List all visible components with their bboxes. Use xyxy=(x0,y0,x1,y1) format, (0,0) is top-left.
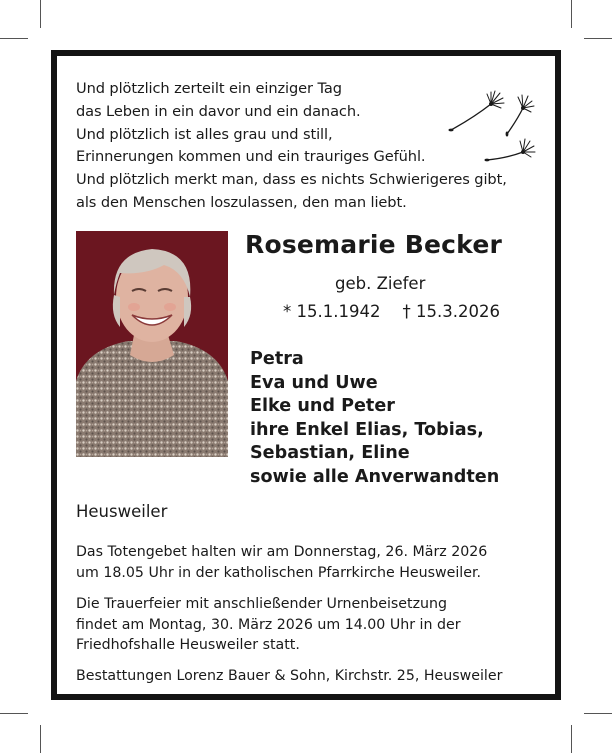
portrait-illustration xyxy=(76,231,228,457)
mourner-line: Elke und Peter xyxy=(250,396,395,416)
crop-mark xyxy=(40,725,41,753)
obituary-card xyxy=(51,50,561,700)
prayer-notice xyxy=(76,542,487,583)
prayer-notice-line: Das Totengebet halten wir am Donnerstag, 26. März 2026 xyxy=(76,544,488,560)
undertaker xyxy=(76,666,502,687)
crop-mark xyxy=(571,0,572,28)
poem-line: als den Menschen loszulassen, den man liebt. xyxy=(76,193,407,211)
poem-line: Und plötzlich merkt man, dass es nichts Schwierigeres gibt, xyxy=(76,171,507,189)
crop-mark xyxy=(40,0,41,28)
mourners-list xyxy=(250,348,499,489)
mourner-line: Petra xyxy=(250,349,304,369)
funeral-notice-line: Die Trauerfeier mit anschließender Urnenbeisetzung xyxy=(76,596,448,612)
funeral-notice-line: findet am Montag, 30. März 2026 um 14.00 Uhr in der xyxy=(76,616,461,633)
portrait-photo xyxy=(76,231,228,457)
crop-mark xyxy=(0,38,28,39)
birth-date: * 15.1.1942 xyxy=(283,302,381,321)
crop-mark xyxy=(584,713,612,714)
poem-line: das Leben in ein davor und ein danach. xyxy=(76,102,361,120)
mourner-line: ihre Enkel Elias, Tobias, xyxy=(250,419,484,440)
crop-mark xyxy=(584,38,612,39)
poem-line: Erinnerungen kommen und ein trauriges Gefühl. xyxy=(76,148,426,166)
undertaker-line: Bestattungen Lorenz Bauer & Sohn, Kirchstr. 25, Heusweiler xyxy=(76,668,503,684)
mourner-line: sowie alle Anverwandten xyxy=(250,466,500,487)
prayer-notice-line: um 18.05 Uhr in der katholischen Pfarrkirche Heusweiler. xyxy=(76,564,482,581)
dandelion-seeds-icon xyxy=(443,74,543,169)
poem-line: Und plötzlich ist alles grau und still, xyxy=(76,125,333,143)
funeral-notice-line: Friedhofshalle Heusweiler statt. xyxy=(76,637,300,653)
crop-mark xyxy=(0,713,28,714)
life-dates xyxy=(283,302,500,321)
funeral-notice xyxy=(76,594,461,656)
poem-line: Und plötzlich zerteilt ein einziger Tag xyxy=(76,80,342,97)
mourner-line: Eva und Uwe xyxy=(250,372,378,393)
crop-mark xyxy=(571,725,572,753)
deceased-name: Rosemarie Becker xyxy=(245,230,503,259)
birth-name: geb. Ziefer xyxy=(335,274,426,293)
death-date: † 15.3.2026 xyxy=(402,302,500,321)
place: Heusweiler xyxy=(76,502,168,521)
mourner-line: Sebastian, Eline xyxy=(250,443,410,463)
